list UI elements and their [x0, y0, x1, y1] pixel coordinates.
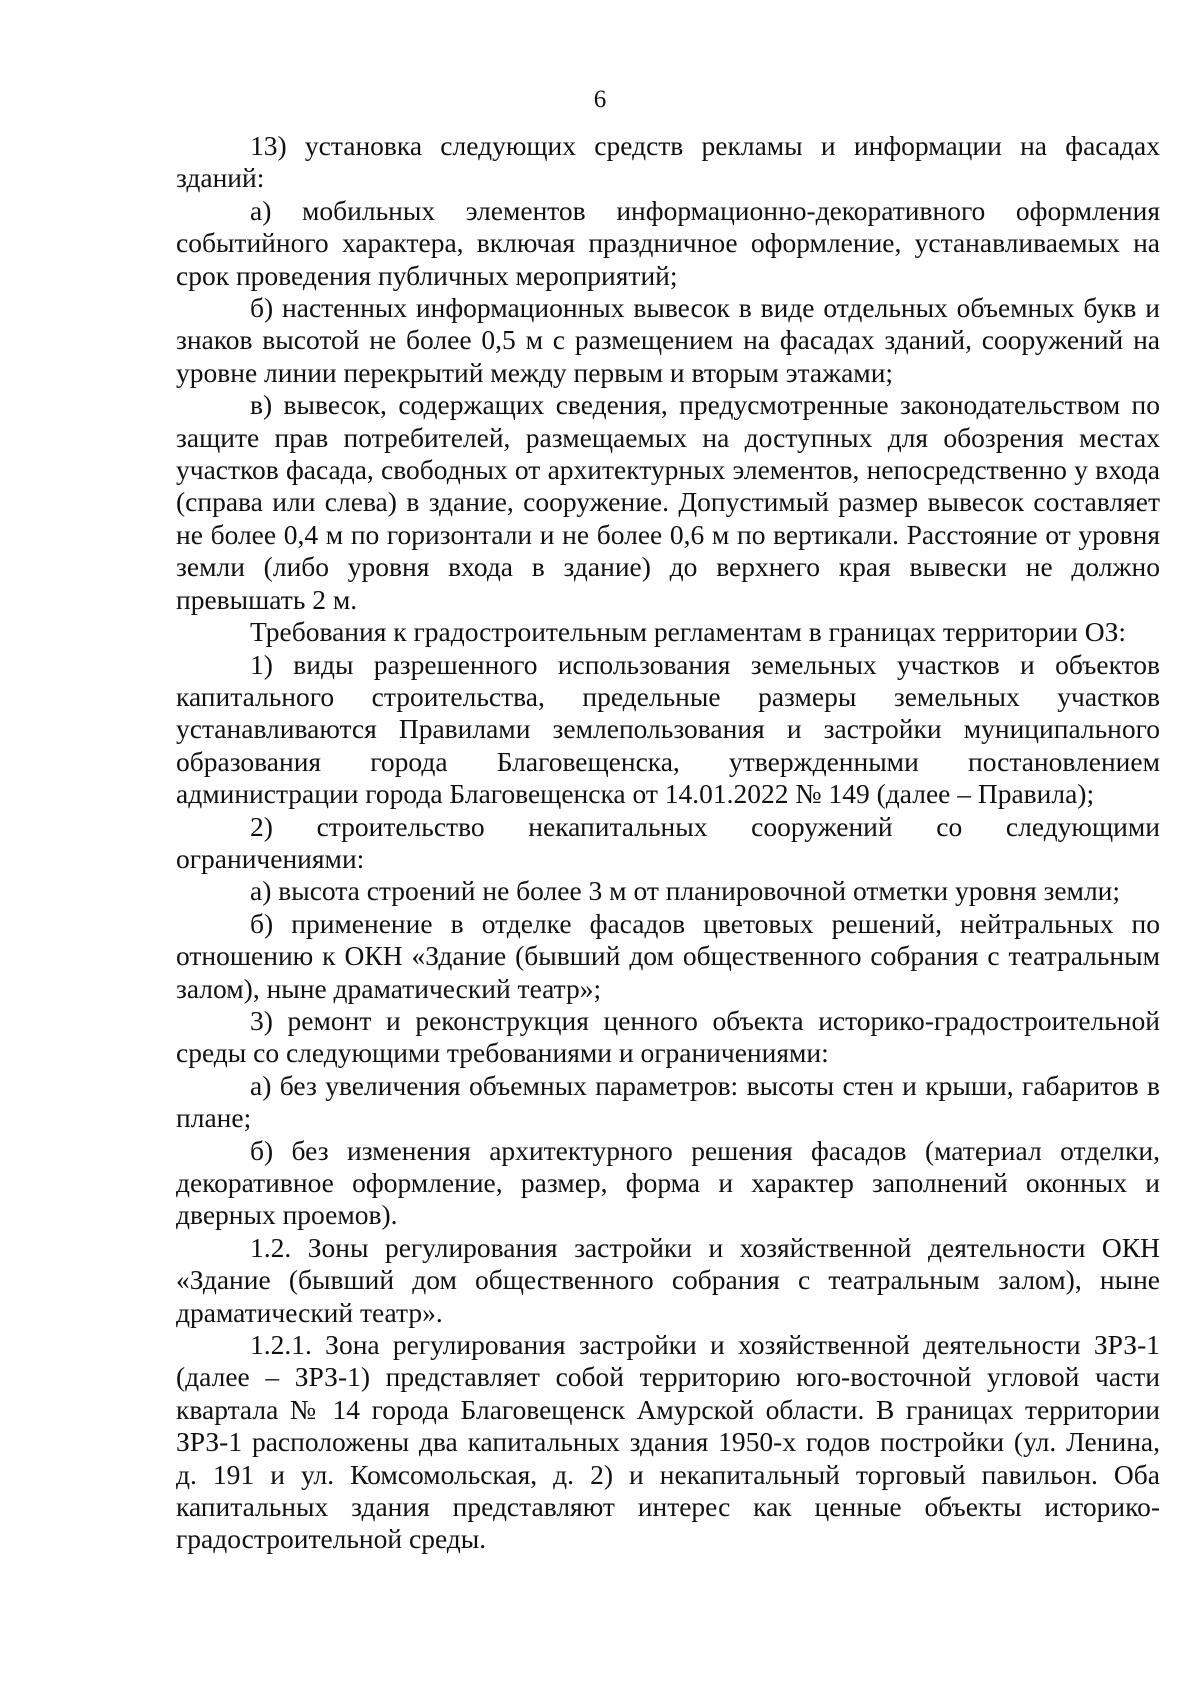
paragraph-requirement-2a: а) высота строений не более 3 м от планировочной отметки уровня земли;: [250, 875, 1121, 907]
paragraph-item-13: 13) установка следующих средств рекламы и информации на фасадах зданий:: [176, 130, 1160, 194]
paragraph-requirement-3a: а) без увеличения объемных параметров: высоты стен и крыши, габаритов в плане;: [176, 1069, 1160, 1134]
paragraph-requirement-3: 3) ремонт и реконструкция ценного объекта историко-градостроительной среды со следующими требованиями и ограничениями:: [176, 1004, 1160, 1069]
page-number: 6: [593, 86, 607, 113]
paragraph-section-1-2: 1.2. Зоны регулирования застройки и хозяйственной деятельности ОКН «Здание (бывший дом общественного собрания с театральным залом), ныне драматический театр».: [176, 1231, 1160, 1328]
paragraph-section-1-2-1: 1.2.1. Зона регулирования застройки и хозяйственной деятельности ЗРЗ-1 (далее – ЗРЗ-1) представляет собой территорию юго-восточной угловой части квартала № 14 города Благовещенск Амурской области. В границах территории ЗРЗ-1 расположены два капитальных здания 1950-х годов постройки (ул. Ленина, д. 191 и ул. Комсомольская, д. 2) и некапитальный торговый павильон. Оба капитальных здания представляют интерес как ценные объекты историко-градостроительной среды.: [176, 1329, 1160, 1555]
paragraph-requirement-1: 1) виды разрешенного использования земельных участков и объектов капитального строительства, предельные размеры земельных участков устанавливаются Правилами землепользования и застройки муниципального образования города Благовещенска, утвержденными постановлением администрации города Благовещенска от 14.01.2022 № 149 (далее – Правила);: [176, 648, 1160, 810]
document-body: [176, 130, 1160, 1556]
paragraph-requirement-2: 2) строительство некапитальных сооружений со следующими ограничениями:: [176, 810, 1160, 874]
paragraph-oz-requirements-heading: Требования к градостроительным регламентам в границах территории ОЗ:: [250, 616, 1127, 648]
paragraph-requirement-3b: б) без изменения архитектурного решения фасадов (материал отделки, декоративное оформление, размер, форма и характер заполнений оконных и дверных проемов).: [176, 1134, 1160, 1231]
paragraph-subitem-a: а) мобильных элементов информационно-декоративного оформления событийного характера, включая праздничное оформление, устанавливаемых на срок проведения публичных мероприятий;: [176, 194, 1160, 291]
paragraph-subitem-v: в) вывесок, содержащих сведения, предусмотренные законодательством по защите прав потребителей, размещаемых на доступных для обозрения местах участков фасада, свободных от архитектурных элементов, непосредственно у входа (справа или слева) в здание, сооружение. Допустимый размер вывесок составляет не более 0,4 м по горизонтали и не более 0,6 м по вертикали. Расстояние от уровня земли (либо уровня входа в здание) до верхнего края вывески не должно превышать 2 м.: [176, 389, 1160, 615]
paragraph-requirement-2b: б) применение в отделке фасадов цветовых решений, нейтральных по отношению к ОКН «Здание (бывший дом общественного собрания с театральным залом), ныне драматический театр»;: [176, 907, 1160, 1004]
paragraph-subitem-b: б) настенных информационных вывесок в виде отдельных объемных букв и знаков высотой не более 0,5 м с размещением на фасадах зданий, сооружений на уровне линии перекрытий между первым и вторым этажами;: [176, 292, 1160, 388]
